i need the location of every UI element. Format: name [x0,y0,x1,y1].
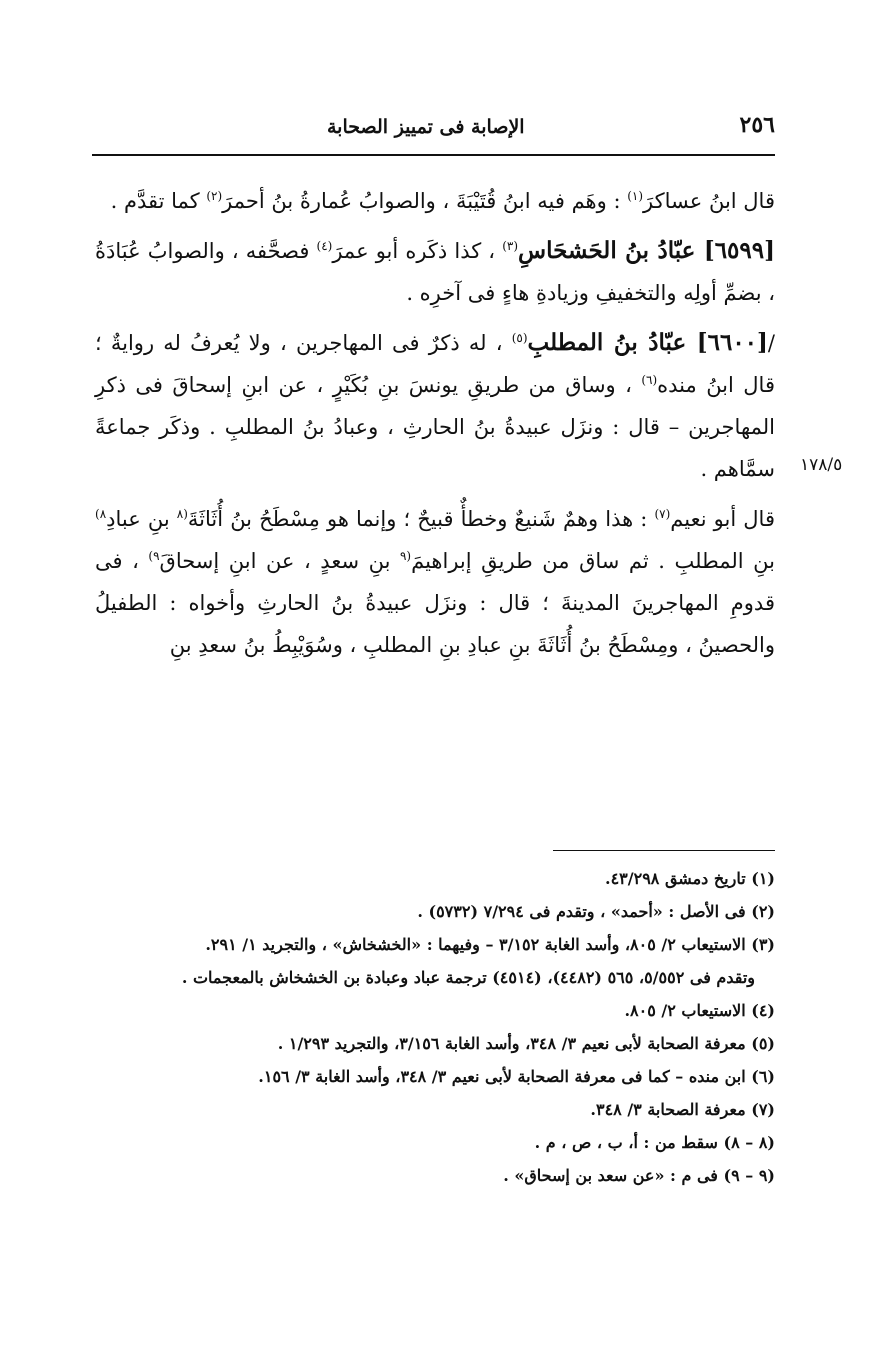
text-run: بنِ سعدٍ ، عن ابنِ إسحاقَ [159,549,400,573]
footnote-ref: (٣) [502,239,519,253]
page-header [92,108,775,148]
text-run: قال ابنُ عساكرَ [643,189,775,213]
text-run: ، فى قدومِ المهاجرينَ المدينةَ ؛ قال : ونزَل عبيدةُ بنُ الحارثِ وأخواه : الطفيلُ والحصينُ ، ومِسْطَحُ بنُ أُثَاثَةَ بنِ عبادِ بنِ المطلبِ ، وسُوَيْبِطُ بنُ سعدِ بنِ [95,549,775,657]
footnote-ref: ٩) [148,549,160,563]
footnote-ref: (٨ [176,507,188,521]
text-run: قال أبو نعيم [670,507,775,531]
footnote-ref: (٦) [641,373,658,387]
footnote-7: (٧) معرفة الصحابة ٣/ ٣٤٨. [590,1100,775,1119]
paragraph-4 [95,498,775,666]
footnote-ref: (٤) [316,239,333,253]
entry-heading: [٦٦٠٠] عبّادُ بنُ المطلبِ [527,329,768,356]
page-break-mark: / [767,331,775,355]
footnote-6: (٦) ابن منده – كما فى معرفة الصحابة لأبى نعيم ٣/ ٣٤٨، وأسد الغابة ٣/ ١٥٦. [258,1067,775,1086]
footnote-5: (٥) معرفة الصحابة لأبى نعيم ٣/ ٣٤٨، وأسد الغابة ٣/١٥٦، والتجريد ١/٢٩٣ . [277,1034,775,1053]
footnote-4: (٤) الاستيعاب ٢/ ٨٠٥. [624,1001,775,1020]
header-rule [92,154,775,156]
entry-heading: [٦٥٩٩] عبّادُ بنُ الحَشحَاسِ [518,237,776,264]
text-run: كما تقدَّم . [110,189,207,213]
margin-reference: ١٧٨/٥ [800,455,843,475]
footnote-ref: (٢) [206,189,223,203]
footnotes [95,862,775,1192]
paragraph-entry-6599 [95,230,775,314]
footnote-ref: ٨) [95,507,107,521]
running-title: الإصابة فى تمييز الصحابة [327,116,525,138]
footnote-1: (١) تاريخ دمشق ٤٣/٢٩٨. [605,869,775,888]
footnote-9: (٩ – ٩) فى م : «عن سعد بن إسحاق» . [503,1166,775,1185]
footnote-ref: (٥) [511,331,528,345]
page-number: ٢٥٦ [739,112,775,138]
text-run: فصحَّفه ، والصوابُ عُبَادَةُ ، بضمِّ أولِه والتخفيفِ وزيادةِ هاءٍ فى آخرِه . [95,239,775,305]
footnote-2: (٢) فى الأصل : «أحمد» ، وتقدم فى ٧/٢٩٤ (٥٧٣٢) . [417,902,775,921]
text-run: ، كذا ذكَره أبو عمرَ [332,239,503,263]
text-run: : وهَم فيه ابنُ قُتَيْبَةَ ، والصوابُ عُمارةُ بنُ أحمرَ [222,189,628,213]
footnote-ref: (٧) [654,507,671,521]
paragraph-entry-6600 [95,322,775,490]
footnote-3: (٣) الاستيعاب ٢/ ٨٠٥، وأسد الغابة ٣/١٥٢ – وفيهما : «الخشخاش» ، والتجريد ١/ ٢٩١. [205,935,775,954]
footnote-rule [553,850,775,851]
footnote-3-continued: وتقدم فى ٥/٥٥٢، ٥٦٥ (٤٤٨٢)، (٤٥١٤) ترجمة عباد وعبادة بن الخشخاش بالمعجمات . [181,968,755,987]
footnote-ref: (١) [627,189,644,203]
paragraph-1 [95,180,775,222]
text-run: ، له ذكرٌ فى المهاجرين ، ولا يُعرفُ له روايةٌ ؛ قال ابنُ منده [95,331,775,397]
main-text [95,180,775,674]
footnote-ref: (٩ [399,549,412,563]
text-run: : هذا وهمٌ شَنيعٌ وخطأٌ قبيحٌ ؛ وإنما هو مِسْطَحُ بنُ أُثَاثَةَ [187,507,655,531]
text-run: بنِ المطلبِ . ثم ساق من طريقِ إبراهيمَ [411,549,775,573]
text-run: ، وساق من طريقِ يونسَ بنِ بُكَيْرٍ ، عن ابنِ إسحاقَ فى ذكرِ المهاجرين – قال : ونزَل عبيدةُ بنُ الحارثِ ، وعبادُ بنُ المطلبِ . وذكَر جماعةً سمَّاهم . [95,373,775,481]
text-run: بنِ عبادِ [106,507,177,531]
footnote-8: (٨ – ٨) سقط من : أ، ب ، ص ، م . [534,1133,775,1152]
